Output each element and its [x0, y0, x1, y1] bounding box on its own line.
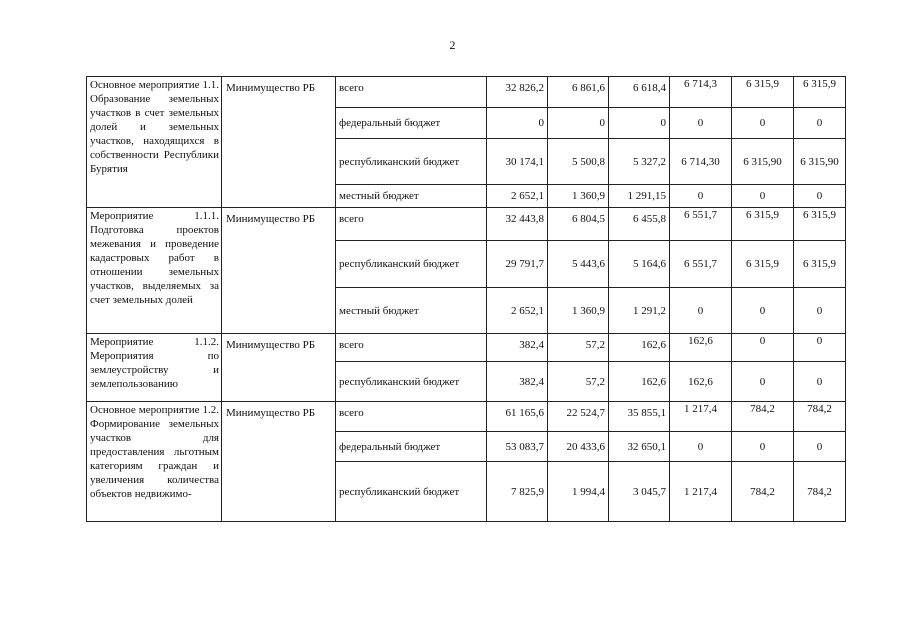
amount-cell: 162,6 — [609, 334, 670, 362]
amount-cell: 784,2 — [732, 462, 794, 522]
amount-cell: 5 443,6 — [548, 241, 609, 288]
amount-cell: 0 — [732, 334, 794, 362]
amount-cell: 5 327,2 — [609, 139, 670, 185]
amount-cell: 784,2 — [794, 462, 846, 522]
amount-cell: 0 — [670, 288, 732, 334]
amount-cell: 6 315,9 — [732, 208, 794, 241]
amount-cell: 35 855,1 — [609, 402, 670, 432]
amount-cell: 32 650,1 — [609, 432, 670, 462]
amount-cell: 0 — [670, 108, 732, 139]
amount-cell: 382,4 — [487, 362, 548, 402]
amount-cell: 61 165,6 — [487, 402, 548, 432]
amount-cell: 22 524,7 — [548, 402, 609, 432]
amount-cell: 6 551,7 — [670, 241, 732, 288]
amount-cell: 0 — [670, 432, 732, 462]
amount-cell: 2 652,1 — [487, 288, 548, 334]
amount-cell: 784,2 — [794, 402, 846, 432]
executor-cell: Минимущество РБ — [222, 334, 336, 402]
amount-cell: 6 861,6 — [548, 77, 609, 108]
amount-cell: 1 217,4 — [670, 402, 732, 432]
funding-source-cell: федеральный бюджет — [336, 432, 487, 462]
amount-cell: 7 825,9 — [487, 462, 548, 522]
amount-cell: 162,6 — [670, 362, 732, 402]
amount-cell: 0 — [794, 185, 846, 208]
amount-cell: 0 — [732, 185, 794, 208]
amount-cell: 0 — [732, 108, 794, 139]
funding-source-cell: местный бюджет — [336, 185, 487, 208]
amount-cell: 0 — [732, 432, 794, 462]
amount-cell: 30 174,1 — [487, 139, 548, 185]
funding-source-cell: всего — [336, 208, 487, 241]
amount-cell: 5 500,8 — [548, 139, 609, 185]
table-row — [87, 334, 846, 362]
amount-cell: 1 360,9 — [548, 288, 609, 334]
amount-cell: 6 804,5 — [548, 208, 609, 241]
page-number: 2 — [449, 38, 456, 52]
amount-cell: 0 — [794, 288, 846, 334]
amount-cell: 0 — [548, 108, 609, 139]
event-name-cell: Мероприятие 1.1.2. Мероприятия по землеустройству и землепользованию — [87, 334, 222, 402]
funding-source-cell: местный бюджет — [336, 288, 487, 334]
executor-cell: Минимущество РБ — [222, 77, 336, 208]
executor-cell: Минимущество РБ — [222, 208, 336, 334]
amount-cell: 6 714,3 — [670, 77, 732, 108]
amount-cell: 29 791,7 — [487, 241, 548, 288]
amount-cell: 6 618,4 — [609, 77, 670, 108]
amount-cell: 57,2 — [548, 362, 609, 402]
amount-cell: 6 315,9 — [794, 208, 846, 241]
amount-cell: 6 315,90 — [732, 139, 794, 185]
amount-cell: 1 994,4 — [548, 462, 609, 522]
amount-cell: 1 217,4 — [670, 462, 732, 522]
amount-cell: 0 — [670, 185, 732, 208]
table-row — [87, 208, 846, 241]
event-name-cell: Основное мероприятие 1.1. Образование земельных участков в счет земельных долей и земельных участков, находящихся в собственности Республики Бурятия — [87, 77, 222, 208]
amount-cell: 6 315,9 — [794, 77, 846, 108]
amount-cell: 162,6 — [670, 334, 732, 362]
amount-cell: 0 — [732, 288, 794, 334]
funding-source-cell: всего — [336, 77, 487, 108]
amount-cell: 5 164,6 — [609, 241, 670, 288]
amount-cell: 162,6 — [609, 362, 670, 402]
amount-cell: 57,2 — [548, 334, 609, 362]
amount-cell: 6 455,8 — [609, 208, 670, 241]
amount-cell: 1 291,15 — [609, 185, 670, 208]
funding-source-cell: республиканский бюджет — [336, 362, 487, 402]
amount-cell: 0 — [794, 334, 846, 362]
funding-source-cell: федеральный бюджет — [336, 108, 487, 139]
amount-cell: 32 443,8 — [487, 208, 548, 241]
funding-source-cell: всего — [336, 402, 487, 432]
amount-cell: 53 083,7 — [487, 432, 548, 462]
amount-cell: 0 — [794, 362, 846, 402]
funding-table — [86, 76, 846, 522]
amount-cell: 6 315,9 — [732, 77, 794, 108]
amount-cell: 0 — [794, 432, 846, 462]
amount-cell: 0 — [609, 108, 670, 139]
amount-cell: 6 315,9 — [732, 241, 794, 288]
amount-cell: 1 291,2 — [609, 288, 670, 334]
amount-cell: 6 315,9 — [794, 241, 846, 288]
funding-source-cell: республиканский бюджет — [336, 139, 487, 185]
amount-cell: 784,2 — [732, 402, 794, 432]
amount-cell: 1 360,9 — [548, 185, 609, 208]
amount-cell: 382,4 — [487, 334, 548, 362]
amount-cell: 0 — [794, 108, 846, 139]
amount-cell: 0 — [732, 362, 794, 402]
amount-cell: 20 433,6 — [548, 432, 609, 462]
event-name-cell: Мероприятие 1.1.1. Подготовка проектов межевания и проведение кадастровых работ в отношении земельных участков, выделяемых за счет земельных долей — [87, 208, 222, 334]
event-name-cell: Основное мероприятие 1.2. Формирование земельных участков для предоставления льготным категориям граждан и увеличения количества объектов недвижимо- — [87, 402, 222, 522]
amount-cell: 6 315,90 — [794, 139, 846, 185]
table-row — [87, 402, 846, 432]
funding-source-cell: республиканский бюджет — [336, 462, 487, 522]
amount-cell: 6 714,30 — [670, 139, 732, 185]
amount-cell: 6 551,7 — [670, 208, 732, 241]
executor-cell: Минимущество РБ — [222, 402, 336, 522]
funding-source-cell: республиканский бюджет — [336, 241, 487, 288]
amount-cell: 32 826,2 — [487, 77, 548, 108]
table-body — [87, 77, 846, 522]
funding-source-cell: всего — [336, 334, 487, 362]
amount-cell: 2 652,1 — [487, 185, 548, 208]
table-row — [87, 77, 846, 108]
amount-cell: 3 045,7 — [609, 462, 670, 522]
amount-cell: 0 — [487, 108, 548, 139]
